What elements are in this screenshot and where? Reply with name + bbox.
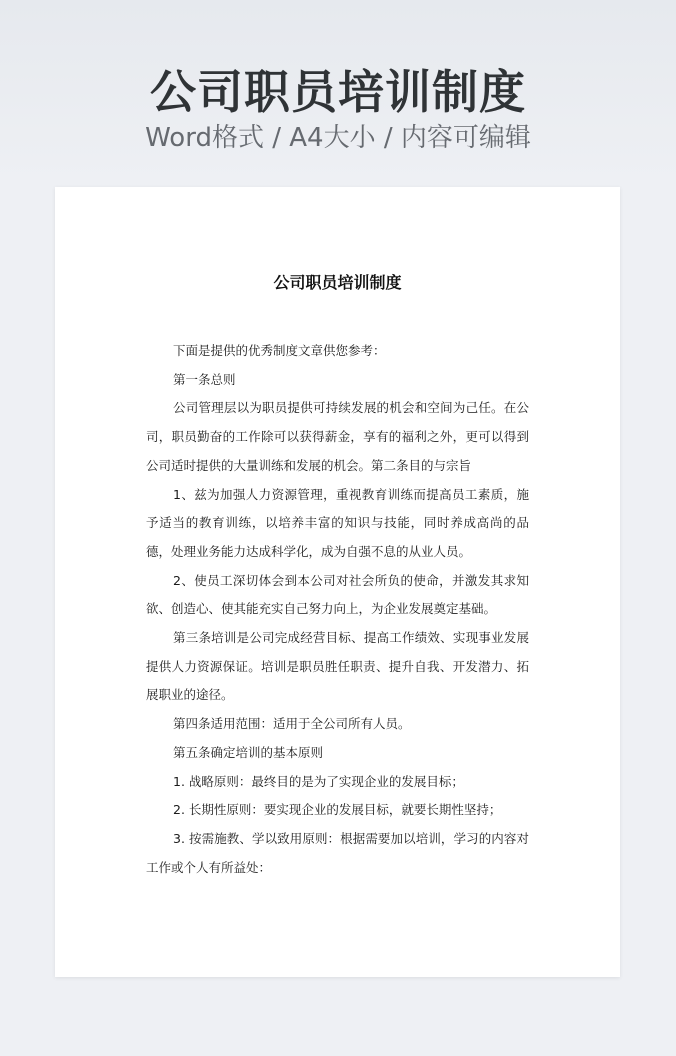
document-page <box>55 187 620 977</box>
document-body <box>146 337 529 882</box>
paragraph-purpose-2: 2、使员工深切体会到本公司对社会所负的使命，并激发其求知欲、创造心、使其能充实自己努力向上，为企业发展奠定基础。 <box>146 572 529 617</box>
document-title: 公司职员培训制度 <box>273 273 402 292</box>
paragraph-intro: 下面是提供的优秀制度文章供您参考： <box>173 343 386 358</box>
paragraph-purpose-1: 1、兹为加强人力资源管理，重视教育训练而提高员工素质，施予适当的教育训练，以培养丰富的知识与技能，同时养成高尚的品德，处理业务能力达成科学化，成为自强不息的从业人员。 <box>146 486 529 559</box>
banner <box>0 0 676 186</box>
paragraph-principle-2: 2. 长期性原则：要实现企业的发展目标，就要长期性坚持； <box>173 802 502 818</box>
banner-title: 公司职员培训制度 <box>150 65 526 119</box>
paragraph-article-1-text: 公司管理层以为职员提供可持续发展的机会和空间为己任。在公司，职员勤奋的工作除可以获得薪金，享有的福利之外，更可以得到公司适时提供的大量训练和发展的机会。第二条目的与宗旨 <box>146 400 529 473</box>
paragraph-principle-1: 1. 战略原则：最终目的是为了实现企业的发展目标； <box>173 773 464 789</box>
paragraph-article-4: 第四条适用范围：适用于全公司所有人员。 <box>173 716 411 732</box>
paragraph-article-5-heading: 第五条确定培训的基本原则 <box>173 744 324 760</box>
paragraph-article-1-heading: 第一条总则 <box>173 371 236 387</box>
banner-subtitle: Word格式 / A4大小 / 内容可编辑 <box>145 123 531 153</box>
paragraph-article-3: 第三条培训是公司完成经营目标、提高工作绩效、实现事业发展提供人力资源保证。培训是职员胜任职责、提升自我、开发潜力、拓展职业的途径。 <box>146 630 529 703</box>
paragraph-principle-3: 3. 按需施教、学以致用原则：根据需要加以培训，学习的内容对工作或个人有所益处： <box>146 830 529 875</box>
